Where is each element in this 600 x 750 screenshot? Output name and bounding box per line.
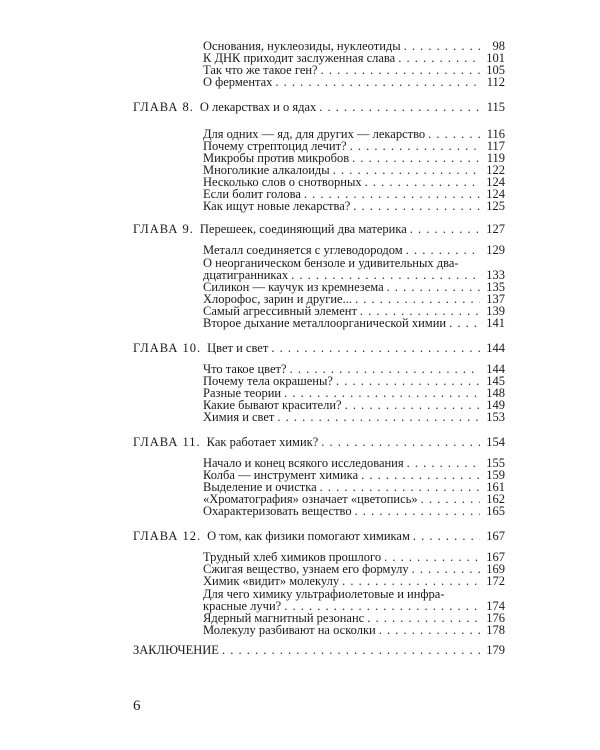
toc-entry-page: 148	[486, 386, 505, 400]
toc-entry-page: 149	[486, 398, 505, 412]
chapter-page: 154	[486, 435, 505, 449]
chapter-page: 115	[486, 100, 505, 114]
dot-leader	[319, 101, 480, 114]
toc-entry-page: 133	[486, 268, 505, 282]
chapter-heading	[133, 223, 505, 236]
toc-entry-page: 139	[486, 304, 505, 318]
toc-entry-title: Так что же такое ген?	[203, 63, 318, 77]
toc-entry-title: К ДНК приходит заслуженная слава	[203, 51, 396, 65]
toc-entry-title: Хлорофос, зарин и другие...	[203, 292, 352, 306]
chapter-heading	[133, 436, 505, 449]
toc-entry-page: 125	[486, 199, 505, 213]
chapter-title: О том, как физики помогают химикам	[207, 529, 410, 543]
toc-entry-page: 119	[486, 151, 505, 165]
toc-entry-page: 122	[486, 163, 505, 177]
dot-leader	[271, 342, 480, 355]
toc-entry-title-line1: Для чего химику ультрафиолетовые и инфра-	[203, 587, 445, 601]
toc-entry-page: 141	[486, 316, 505, 330]
toc-entry-title: Сжигая вещество, узнаем его формулу	[203, 562, 409, 576]
toc-entry	[203, 411, 505, 424]
toc-entry-title: красные лучи?	[203, 599, 282, 613]
chapter-title: Перешеек, соединяющий два материка	[199, 222, 407, 236]
toc-entry-title: Силикон — каучук из кремнезема	[203, 280, 384, 294]
toc-entry-title: Металл соединяется с углеводородом	[203, 243, 403, 257]
toc-entry-page: 117	[486, 139, 505, 153]
dot-leader	[410, 223, 480, 236]
toc-entry-title: Что такое цвет?	[203, 362, 287, 376]
dot-leader	[413, 530, 480, 543]
toc-entry-page: 112	[486, 75, 505, 89]
toc-entry-title: Основания, нуклеозиды, нуклеотиды	[203, 39, 401, 53]
dot-leader	[449, 317, 480, 330]
dot-leader	[277, 411, 480, 424]
dot-leader	[321, 436, 480, 449]
toc-entry-title: Трудный хлеб химиков прошлого	[203, 550, 382, 564]
chapter-page: 144	[486, 341, 505, 355]
toc-entry-page: 105	[486, 63, 505, 77]
chapter-title: Как работает химик?	[206, 435, 319, 449]
toc-entry-title: Микробы против микробов	[203, 151, 350, 165]
conclusion-page: 179	[486, 643, 505, 657]
chapter-title: О лекарствах и о ядах	[199, 100, 317, 114]
toc-entry-title: Охарактеризовать вещество	[203, 504, 352, 518]
dot-leader	[275, 76, 480, 89]
toc-entry-title: Если болит голова	[203, 187, 301, 201]
toc-entry	[203, 624, 505, 637]
toc-entry-title: «Хроматография» означает «цветопись»	[203, 492, 418, 506]
chapter-heading	[133, 530, 505, 543]
chapter-label: ГЛАВА 10.	[133, 341, 202, 355]
toc-entry-page: 137	[486, 292, 505, 306]
toc-entry-title: Химия и свет	[203, 410, 275, 424]
conclusion-heading	[133, 644, 505, 657]
toc-entry-title: Почему стрептоцид лечит?	[203, 139, 347, 153]
dot-leader	[353, 200, 480, 213]
chapter-page: 167	[486, 529, 505, 543]
toc-entry-title: Разные теории	[203, 386, 282, 400]
toc-entry-title: Колба — инструмент химика	[203, 468, 359, 482]
chapter-label: ГЛАВА 9.	[133, 222, 194, 236]
toc-entry-title: Ядерный магнитный резонанс	[203, 611, 365, 625]
toc-entry-page: 153	[486, 410, 505, 424]
chapter-heading	[133, 342, 505, 355]
dot-leader	[379, 624, 480, 637]
toc-entry-title: Второе дыхание металлоорганической химии	[203, 316, 447, 330]
toc-entry-page: 124	[486, 175, 505, 189]
toc-entry-title: дцатигранниках	[203, 268, 289, 282]
toc-entry-title: Многоликие алкалоиды	[203, 163, 330, 177]
toc-entry-page: 174	[486, 599, 505, 613]
toc-entry-page: 135	[486, 280, 505, 294]
toc-entry-title: Для одних — яд, для других — лекарство	[203, 127, 426, 141]
toc-entry-page: 167	[486, 550, 505, 564]
toc-entry-title-line1: О неорганическом бензоле и удивительных два-	[203, 256, 459, 270]
toc-entry-page: 165	[486, 504, 505, 518]
chapter-heading	[133, 101, 505, 114]
toc-entry-title: Почему тела окрашены?	[203, 374, 333, 388]
toc-entry-page: 176	[486, 611, 505, 625]
chapter-page: 127	[486, 222, 505, 236]
toc-entry	[203, 317, 505, 330]
toc-entry-title: О ферментах	[203, 75, 273, 89]
toc-entry-title: Выделение и очистка	[203, 480, 317, 494]
toc-entry-page: 169	[486, 562, 505, 576]
dot-leader	[355, 505, 480, 518]
chapter-label: ГЛАВА 11.	[133, 435, 201, 449]
toc-entry-page: 98	[492, 39, 505, 53]
toc-entry	[203, 76, 505, 89]
toc-entry-title: Несколько слов о снотворных	[203, 175, 362, 189]
toc-entry	[203, 505, 505, 518]
toc-entry-page: 145	[486, 374, 505, 388]
toc-entry-title: Как ищут новые лекарства?	[203, 199, 351, 213]
toc-entry-title: Молекулу разбивают на осколки	[203, 623, 376, 637]
toc-entry-page: 161	[486, 480, 505, 494]
toc-entry-title: Начало и конец всякого исследования	[203, 456, 404, 470]
toc-entry	[203, 200, 505, 213]
chapter-label: ГЛАВА 8.	[133, 100, 194, 114]
toc-entry-title: Химик «видит» молекулу	[203, 574, 340, 588]
toc-entry-page: 129	[486, 243, 505, 257]
toc-entry-title: Какие бывают красители?	[203, 398, 342, 412]
toc-entry-page: 162	[486, 492, 505, 506]
toc-entry-page: 155	[486, 456, 505, 470]
dot-leader	[222, 644, 480, 657]
page-number: 6	[133, 698, 141, 714]
toc-entry-page: 124	[486, 187, 505, 201]
conclusion-title: ЗАКЛЮЧЕНИЕ	[133, 643, 219, 657]
chapter-title: Цвет и свет	[207, 341, 269, 355]
toc-entry-title: Самый агрессивный элемент	[203, 304, 357, 318]
toc-entry-page: 101	[486, 51, 505, 65]
toc-entry-page: 159	[486, 468, 505, 482]
toc-entry-page: 144	[486, 362, 505, 376]
toc-entry-page: 178	[486, 623, 505, 637]
toc-entry-page: 172	[486, 574, 505, 588]
chapter-label: ГЛАВА 12.	[133, 529, 202, 543]
toc-entry-page: 116	[486, 127, 505, 141]
